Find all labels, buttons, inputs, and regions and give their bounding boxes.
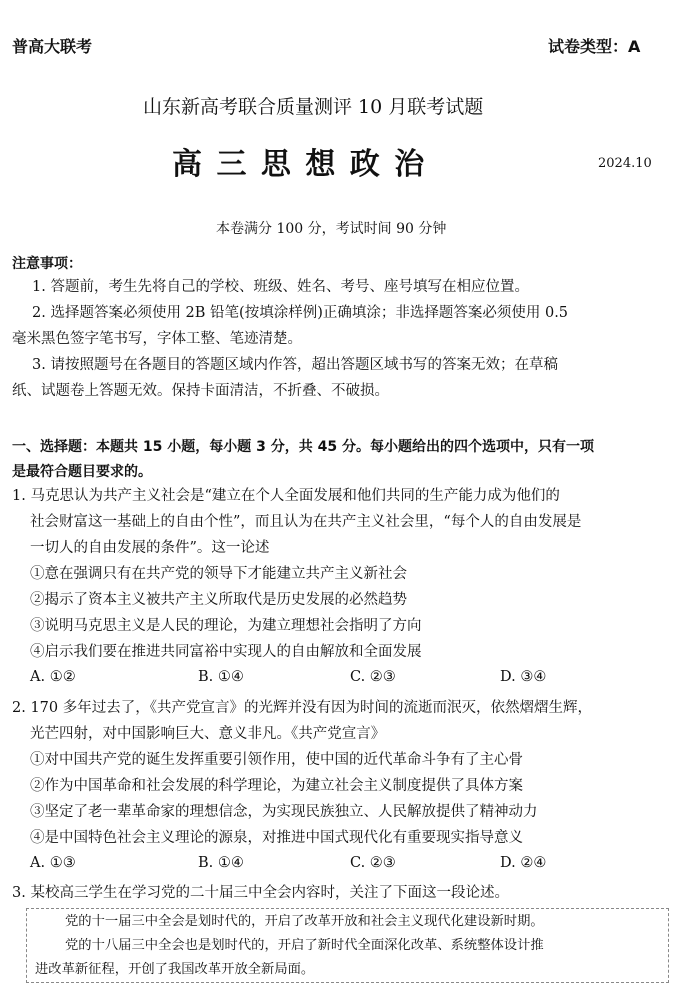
- q1-item: ④启示我们要在推进共同富裕中实现人的自由解放和全面发展: [30, 644, 422, 660]
- subject-title: 高 三 思 想 政 治: [172, 147, 427, 182]
- q2-option-c: C. ②③: [350, 855, 396, 871]
- q2-item: ④是中国特色社会主义理论的源泉，对推进中国式现代化有重要现实指导意义: [30, 830, 523, 846]
- q2-item: ②作为中国革命和社会发展的科学理论，为建立社会主义制度提供了具体方案: [30, 778, 523, 794]
- score-info: 本卷满分 100 分，考试时间 90 分钟: [216, 221, 447, 237]
- question-1: [12, 487, 682, 702]
- quote-line: 党的十八届三中全会也是划时代的，开启了新时代全面深化改革、系统整体设计推: [65, 938, 544, 953]
- section-heading: 一、选择题：本题共 15 小题，每小题 3 分，共 45 分。每小题给出的四个选项中，只有一项: [12, 439, 594, 455]
- header-left: 普高大联考: [12, 37, 93, 56]
- quote-line: 党的十一届三中全会是划时代的，开启了改革开放和社会主义现代化建设新时期。: [65, 914, 544, 929]
- paper-type: 试卷类型：A: [548, 37, 641, 56]
- question-2: [12, 699, 682, 879]
- notice-body: [12, 278, 682, 408]
- q1-item: ③说明马克思主义是人民的理论，为建立理想社会指明了方向: [30, 618, 422, 634]
- q1-item: ②揭示了资本主义被共产主义所取代是历史发展的必然趋势: [30, 592, 407, 608]
- q1-stem-line: 一切人的自由发展的条件”。这一论述: [30, 540, 270, 556]
- q1-item: ①意在强调只有在共产党的领导下才能建立共产主义新社会: [30, 566, 407, 582]
- q1-option-c: C. ②③: [350, 669, 396, 685]
- q2-option-a: A. ①③: [30, 855, 76, 871]
- q1-stem-line: 1. 马克思认为共产主义社会是“建立在个人全面发展和他们共同的生产能力成为他们的: [12, 488, 560, 504]
- section-heading-cont: 是最符合题目要求的。: [12, 464, 152, 480]
- notice-line: 纸、试题卷上答题无效。保持卡面清洁，不折叠、不破损。: [12, 383, 389, 399]
- q2-option-b: B. ①④: [198, 855, 244, 871]
- q1-option-b: B. ①④: [198, 669, 244, 685]
- q2-stem-line: 2. 170 多年过去了，《共产党宣言》的光辉并没有因为时间的流逝而泯灭，依然熠熠生辉，: [12, 700, 592, 716]
- quote-line: 进改革新征程，开创了我国改革开放全新局面。: [35, 962, 315, 977]
- q1-option-a: A. ①②: [30, 669, 76, 685]
- quote-box: [26, 908, 669, 983]
- notice-heading: 注意事项：: [12, 256, 82, 272]
- notice-line: 1. 答题前，考生先将自己的学校、班级、姓名、考号、座号填写在相应位置。: [32, 279, 529, 295]
- q3-stem: 3. 某校高三学生在学习党的二十届三中全会内容时，关注了下面这一段论述。: [12, 885, 509, 901]
- q2-stem-line: 光芒四射，对中国影响巨大、意义非凡。《共产党宣言》: [30, 726, 386, 742]
- exam-date: 2024.10: [598, 156, 652, 171]
- q1-stem-line: 社会财富这一基础上的自由个性”，而且认为在共产主义社会里，“每个人的自由发展是: [30, 514, 582, 530]
- q2-option-d: D. ②④: [500, 855, 547, 871]
- q2-item: ③坚定了老一辈革命家的理想信念，为实现民族独立、人民解放提供了精神动力: [30, 804, 538, 820]
- notice-line: 2. 选择题答案必须使用 2B 铅笔(按填涂样例)正确填涂；非选择题答案必须使用 0.5: [32, 305, 569, 321]
- q2-item: ①对中国共产党的诞生发挥重要引领作用，使中国的近代革命斗争有了主心骨: [30, 752, 523, 768]
- q1-option-d: D. ③④: [500, 669, 547, 685]
- notice-line: 3. 请按照题号在各题目的答题区域内作答，超出答题区域书写的答案无效；在草稿: [32, 357, 558, 373]
- notice-line: 毫米黑色签字笔书写，字体工整、笔迹清楚。: [12, 331, 302, 347]
- exam-title: 山东新高考联合质量测评 10 月联考试题: [143, 96, 484, 118]
